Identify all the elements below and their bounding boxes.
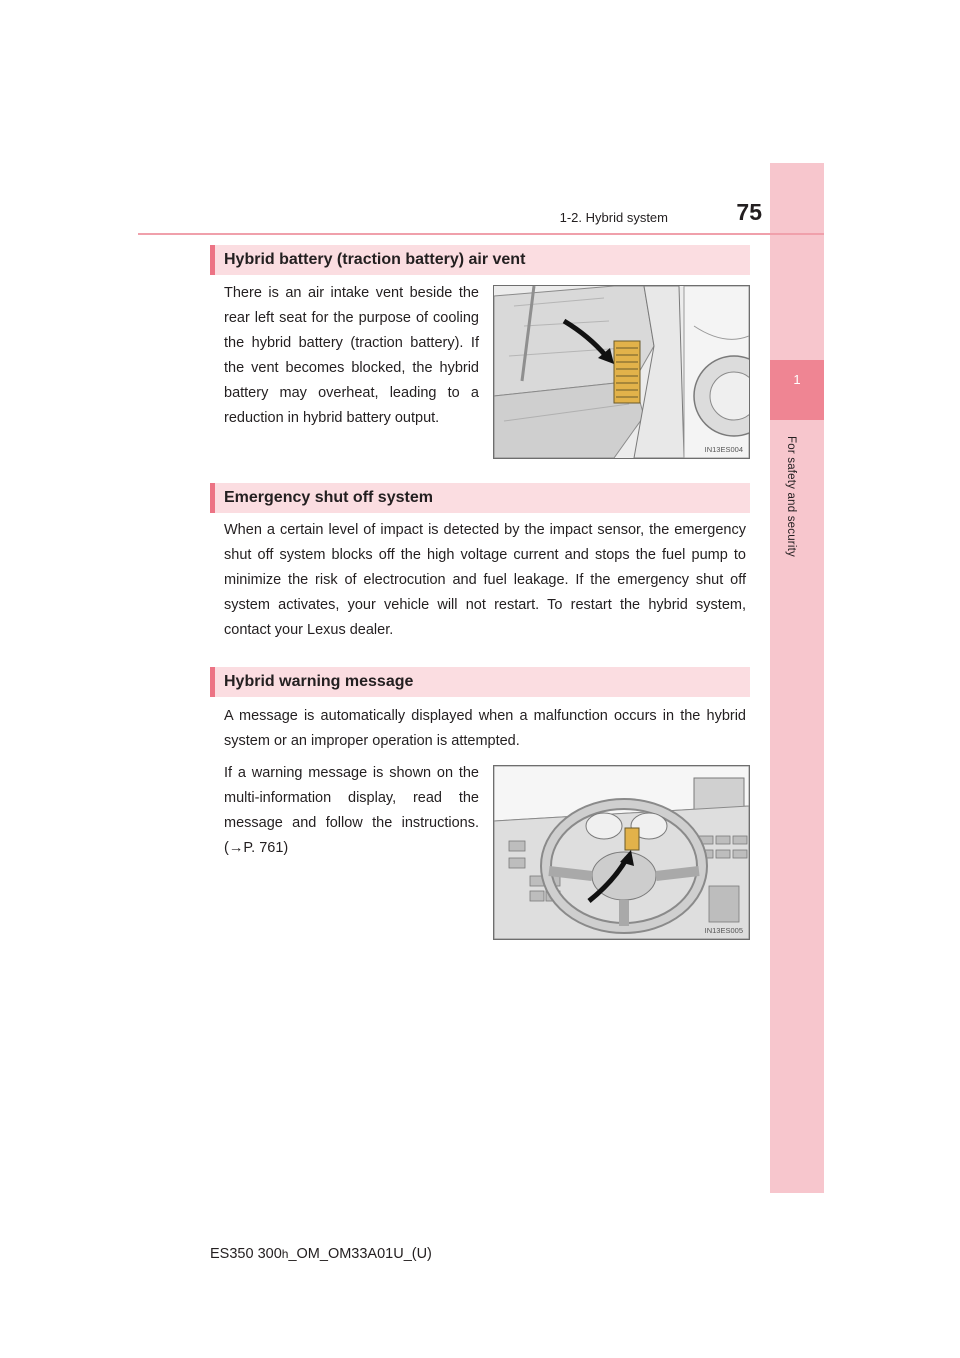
chapter-tab (770, 360, 824, 420)
rear-seat-vent-drawing (494, 286, 749, 458)
steering-wheel-drawing (494, 766, 749, 939)
chapter-number: 1 (793, 372, 801, 387)
footer-code: _OM_OM33A01U_(U) (288, 1246, 432, 1262)
header-rule (138, 233, 824, 235)
vent-grille (614, 341, 640, 403)
section-heading-text: Hybrid warning message (224, 673, 414, 690)
chapter-title: For safety and security (785, 436, 797, 557)
footer-model-suffix: h (281, 1247, 289, 1261)
dashboard-illustration (493, 765, 750, 940)
figure-code: IN13ES005 (704, 926, 743, 935)
footer-model-code (210, 1246, 432, 1262)
emergency-shut-off-paragraph: When a certain level of impact is detected by the impact sensor, the emergency shut off system blocks off the high voltage current and stops the fuel pump to minimize the risk of electrocution and fuel leakage. If the emergency shut off system activates, your vehicle will not restart. To restart the hybrid system, contact your Lexus dealer. (224, 522, 746, 638)
section-heading-air-vent (210, 245, 750, 275)
section-heading-emergency-shut-off (210, 483, 750, 513)
warning-instruction-paragraph: If a warning message is shown on the multi-information display, read the message and follow the instructions. (→P. 761) (224, 765, 479, 856)
section-reference: 1-2. Hybrid system (559, 210, 668, 225)
air-vent-paragraph: There is an air intake vent beside the rear left seat for the purpose of cooling the hybrid battery (traction battery). If the vent becomes blocked, the hybrid battery may overheat, leading to a reduction in hybrid battery output. (224, 285, 479, 426)
section-heading-warning-message (210, 667, 750, 697)
page-number: 75 (736, 199, 762, 225)
section-heading-text: Emergency shut off system (224, 489, 433, 506)
figure-code: IN13ES004 (704, 445, 743, 454)
footer-model: ES350 300 (210, 1246, 282, 1262)
multi-information-display (625, 828, 639, 850)
air-vent-illustration (493, 285, 750, 459)
chapter-sidebar (770, 163, 824, 1193)
warning-message-paragraph: A message is automatically displayed when a malfunction occurs in the hybrid system or an improper operation is attempted. (224, 708, 746, 749)
section-heading-text: Hybrid battery (traction battery) air vent (224, 251, 526, 268)
